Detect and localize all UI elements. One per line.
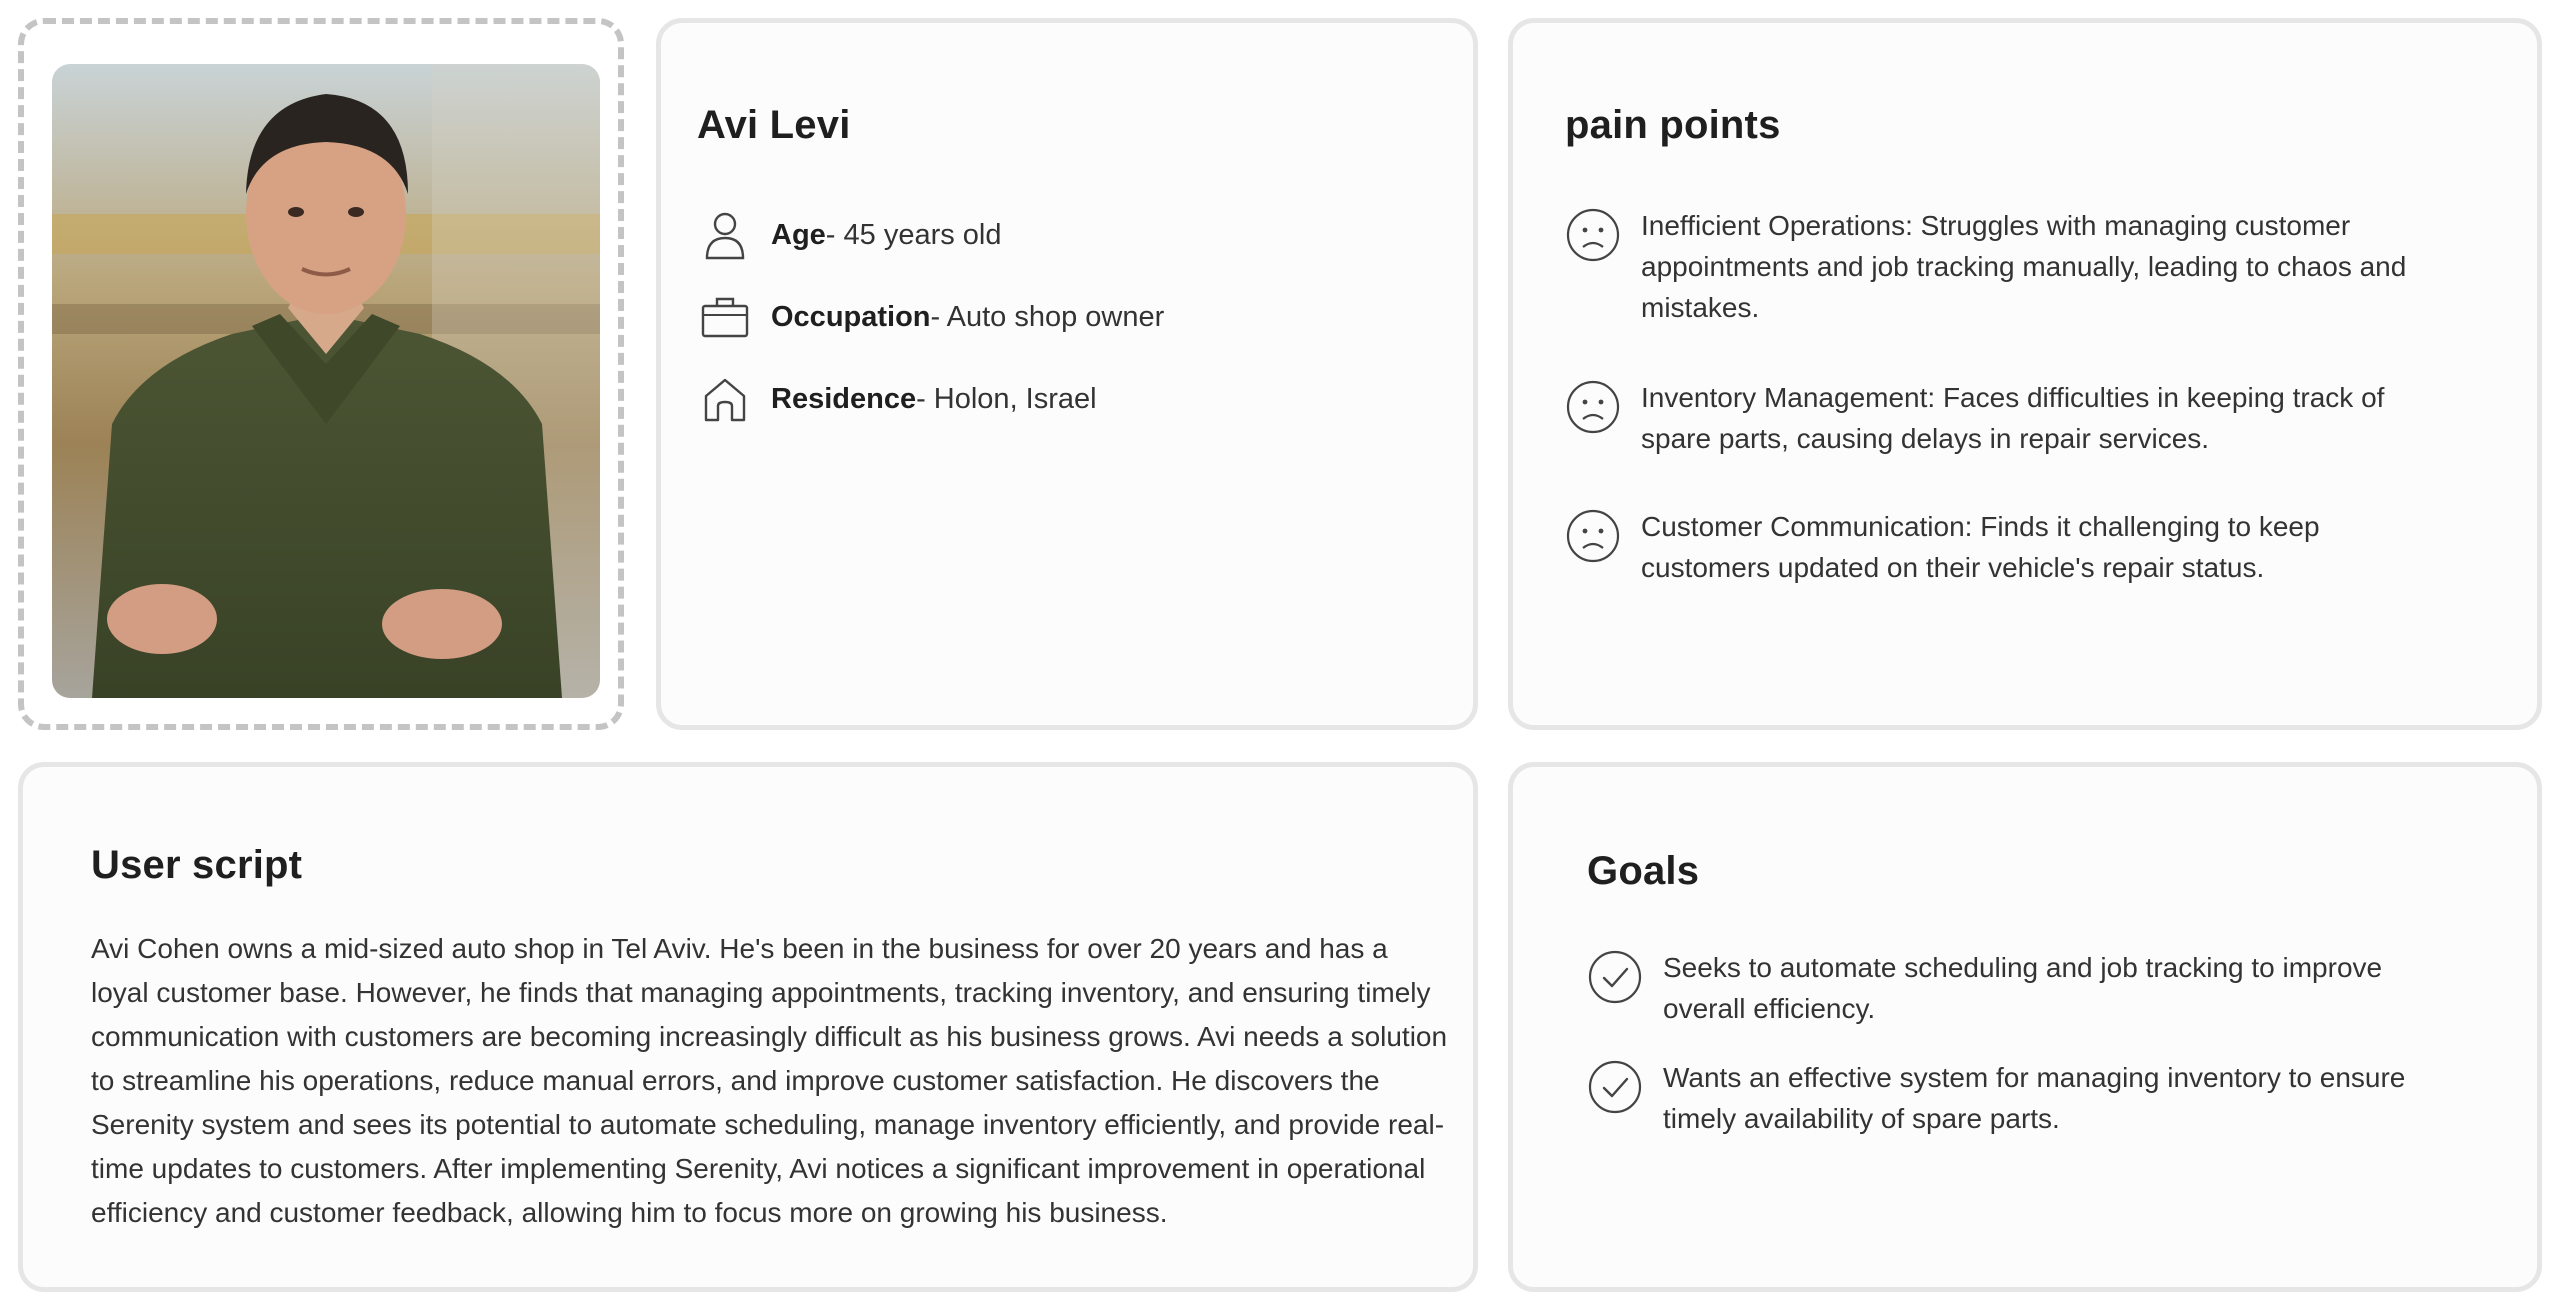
fact-age: [697, 207, 1002, 263]
pain-points-card: [1508, 18, 2542, 730]
person-icon: [697, 207, 753, 263]
briefcase-icon: [697, 289, 753, 345]
user-script-text: Avi Cohen owns a mid-sized auto shop in Tel Aviv. He's been in the business for over 20 years and has a loyal customer base. However, he finds that managing appointments, tracking inventory, and ensuring timely communication with customers are becoming increasingly difficult as his business grows. Avi needs a solution to streamline his operations, reduce manual errors, and improve customer satisfaction. He discovers the Serenity system and sees its potential to automate scheduling, manage inventory efficiently, and provide real-time updates to customers. After implementing Serenity, Avi notices a significant improvement in operational efficiency and customer feedback, allowing him to focus more on growing his business.: [91, 933, 1448, 1228]
profile-photo: [52, 64, 600, 698]
check-circle-icon: [1587, 1059, 1643, 1115]
sad-face-icon: [1565, 508, 1621, 564]
pain-point-text: Customer Communication: Finds it challenging to keep customers updated on their vehicle's repair status.: [1641, 511, 2320, 583]
persona-name: Avi Levi: [697, 103, 851, 147]
home-icon: [697, 371, 753, 427]
sad-face-icon: [1565, 207, 1621, 263]
fact-label: Age: [771, 218, 826, 251]
pain-point-item: [1565, 205, 2441, 328]
profile-card: [656, 18, 1478, 730]
goal-item: [1587, 1057, 2463, 1139]
fact-value: - Auto shop owner: [930, 300, 1165, 333]
pain-point-item: [1565, 506, 2441, 588]
fact-value: - Holon, Israel: [916, 382, 1097, 415]
user-script-card: [18, 762, 1478, 1292]
goal-text: Seeks to automate scheduling and job tracking to improve overall efficiency.: [1663, 952, 2383, 1024]
fact-residence: [697, 371, 1097, 427]
goals-card: [1508, 762, 2542, 1292]
fact-label: Occupation: [771, 300, 931, 333]
pain-points-title: pain points: [1565, 103, 1781, 147]
fact-occupation: [697, 289, 1164, 345]
pain-point-item: [1565, 377, 2441, 459]
sad-face-icon: [1565, 379, 1621, 435]
goal-item: [1587, 947, 2463, 1029]
check-circle-icon: [1587, 949, 1643, 1005]
pain-point-text: Inefficient Operations: Struggles with managing customer appointments and job tracking manually, leading to chaos and mistakes.: [1641, 210, 2407, 323]
goal-text: Wants an effective system for managing inventory to ensure timely availability of spare parts.: [1663, 1062, 2406, 1134]
fact-label: Residence: [771, 382, 917, 415]
fact-value: - 45 years old: [825, 218, 1002, 251]
user-script-title: User script: [91, 843, 303, 887]
profile-photo-frame: [18, 18, 624, 730]
pain-point-text: Inventory Management: Faces difficulties in keeping track of spare parts, causing delays in repair services.: [1641, 382, 2385, 454]
goals-title: Goals: [1587, 849, 1700, 893]
